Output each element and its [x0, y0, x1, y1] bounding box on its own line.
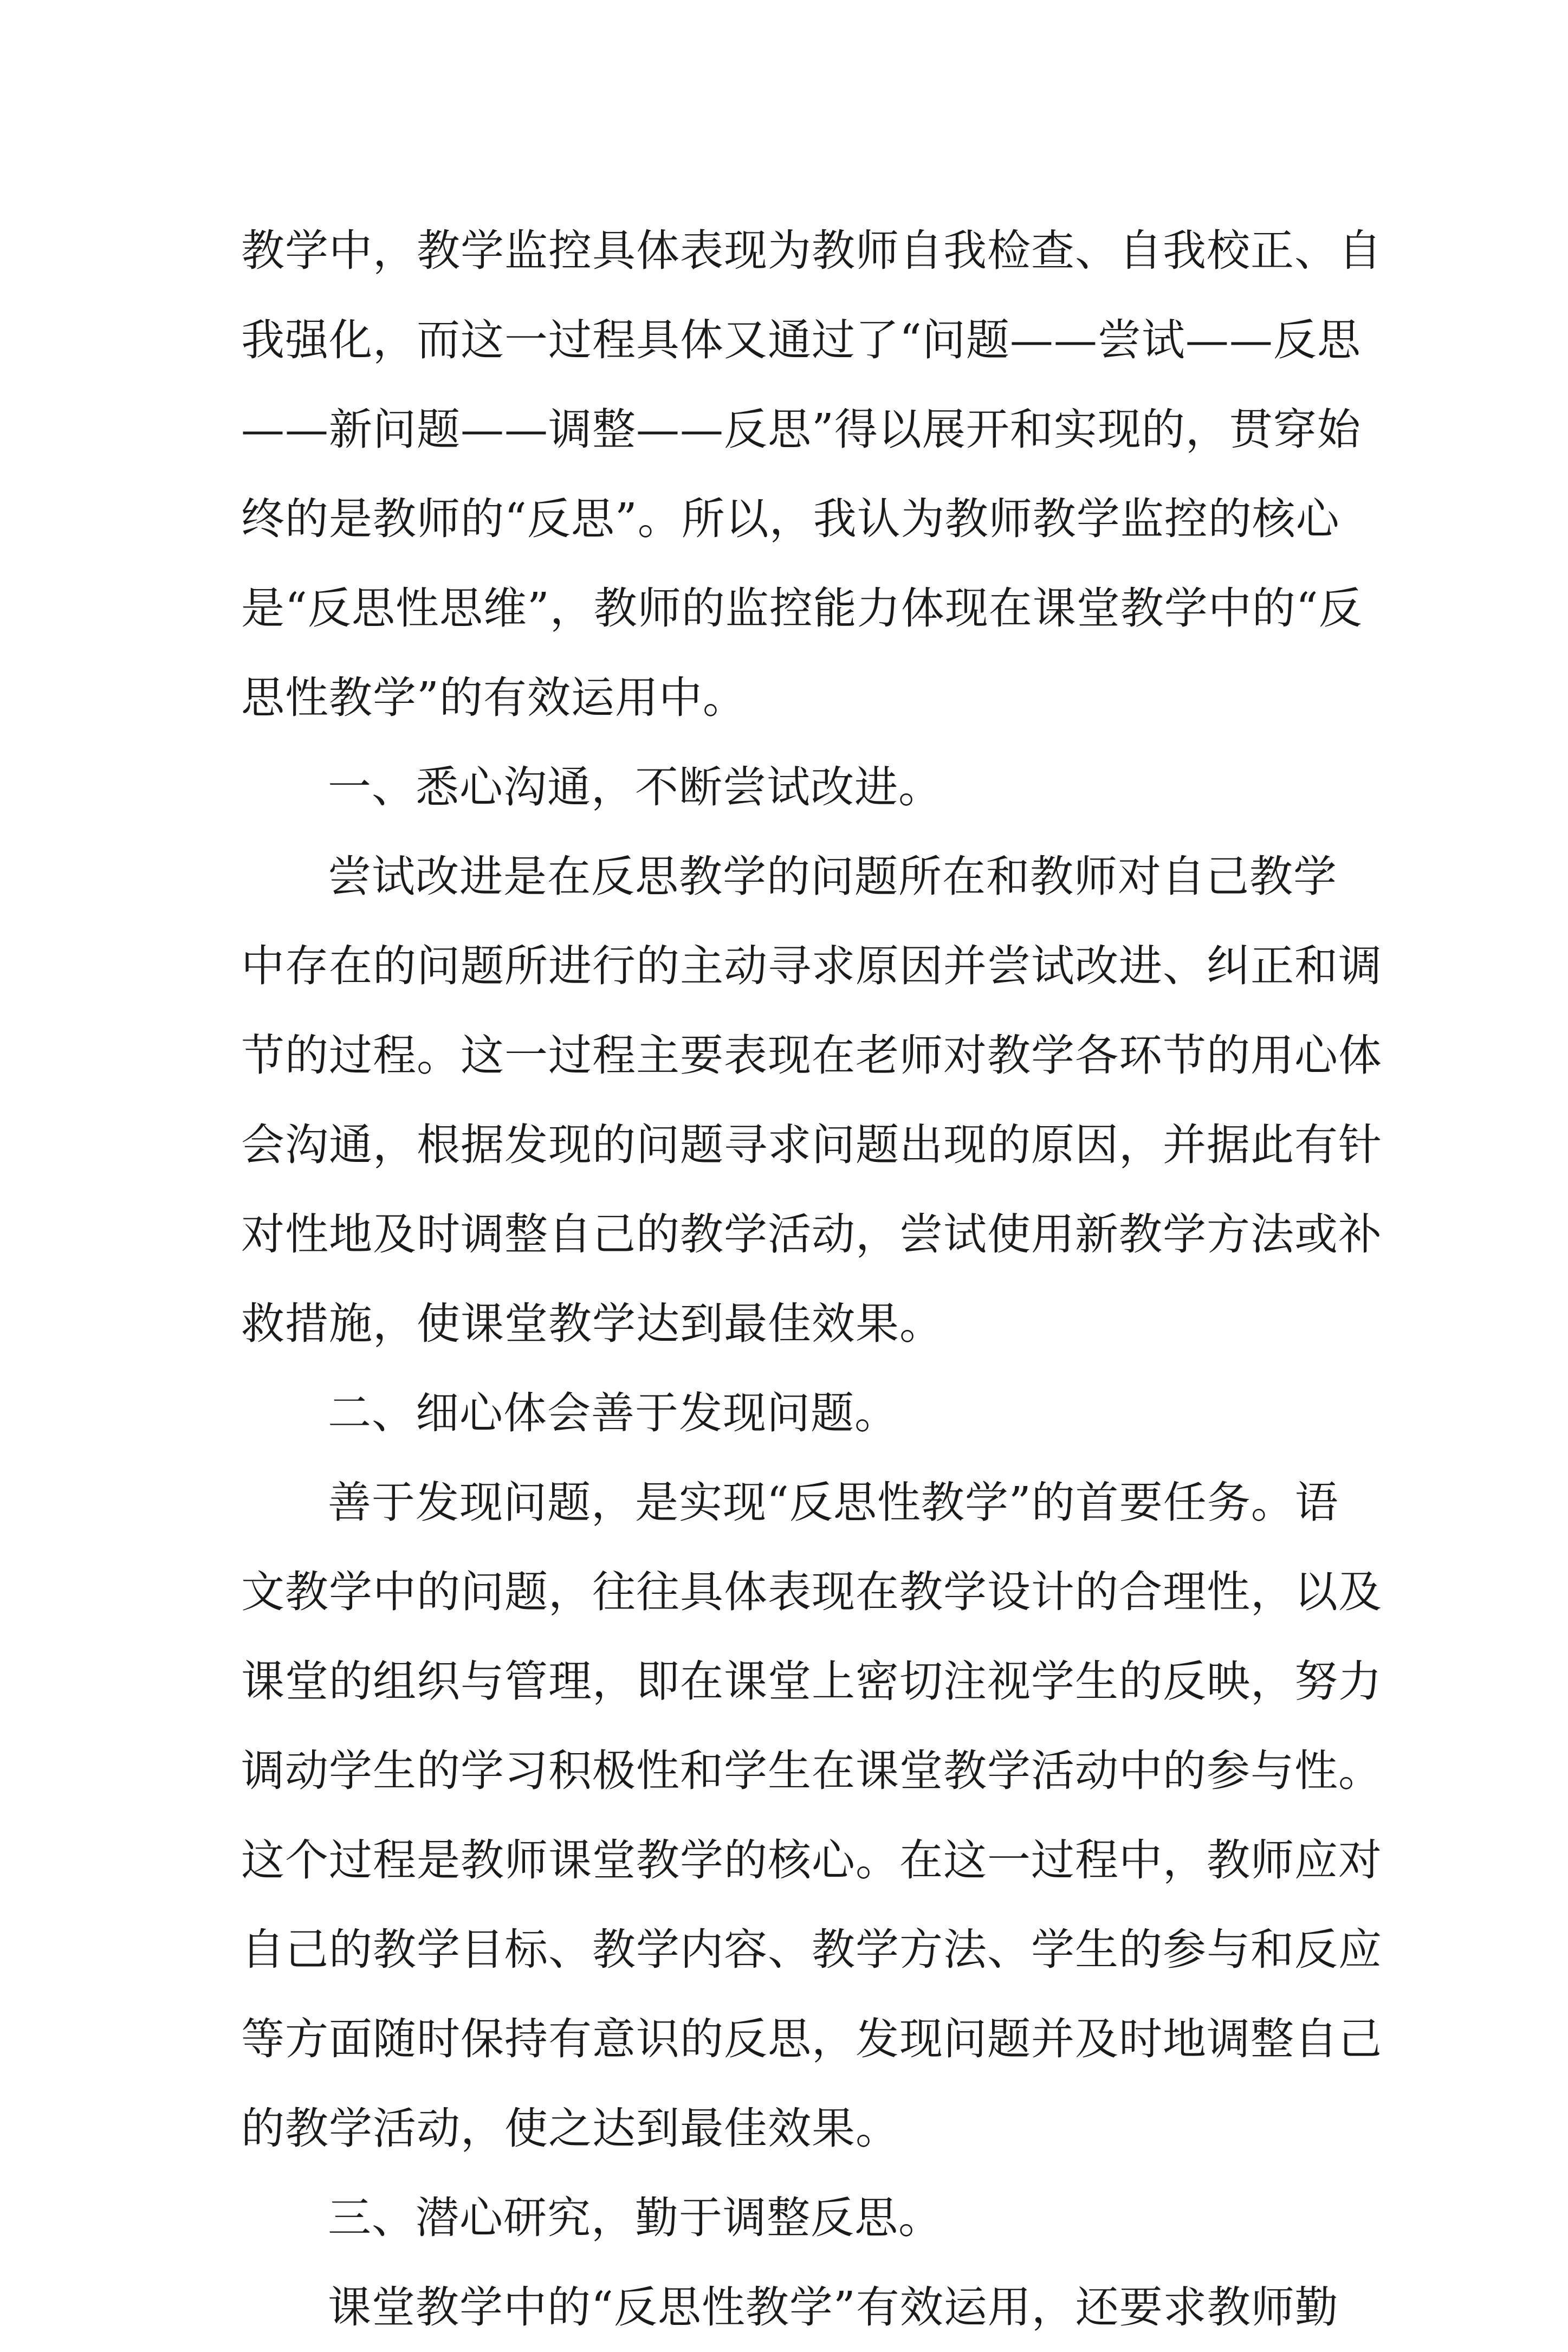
paragraph-line: 对性地及时调整自己的教学活动，尝试使用新教学方法或补 [241, 1209, 1382, 1259]
paragraph-line: 节的过程。这一过程主要表现在老师对教学各环节的用心体 [241, 1030, 1382, 1081]
paragraph-line: 课堂的组织与管理，即在课堂上密切注视学生的反映，努力 [241, 1656, 1382, 1707]
paragraph-line: ——新问题——调整——反思”得以展开和实现的，贯穿始 [241, 404, 1361, 455]
paragraph-line: 调动学生的学习积极性和学生在课堂教学活动中的参与性。 [241, 1746, 1382, 1796]
section-heading: 二、细心体会善于发现问题。 [328, 1388, 898, 1438]
paragraph-line: 等方面随时保持有意识的反思，发现问题并及时地调整自己 [241, 2014, 1382, 2064]
section-heading: 三、潜心研究，勤于调整反思。 [328, 2193, 942, 2243]
section-heading: 一、悉心沟通，不断尝试改进。 [328, 762, 942, 812]
paragraph-line: 终的是教师的“反思”。所以，我认为教师教学监控的核心 [241, 494, 1340, 544]
document-body [241, 206, 1382, 2352]
paragraph-line: 自己的教学目标、教学内容、教学方法、学生的参与和反应 [241, 1924, 1382, 1975]
paragraph-line: 善于发现问题，是实现“反思性教学”的首要任务。语 [328, 1477, 1339, 1528]
paragraph-line: 是“反思性思维”，教师的监控能力体现在课堂教学中的“反 [241, 583, 1363, 634]
paragraph-line: 教学中，教学监控具体表现为教师自我检查、自我校正、自 [241, 225, 1382, 276]
paragraph-line: 尝试改进是在反思教学的问题所在和教师对自己教学 [328, 851, 1337, 902]
paragraph-line: 中存在的问题所进行的主动寻求原因并尝试改进、纠正和调 [241, 941, 1382, 991]
paragraph-line: 这个过程是教师课堂教学的核心。在这一过程中，教师应对 [241, 1835, 1382, 1885]
paragraph-line: 我强化，而这一过程具体又通过了“问题——尝试——反思 [241, 315, 1361, 365]
paragraph-line: 文教学中的问题，往往具体表现在教学设计的合理性，以及 [241, 1567, 1382, 1617]
paragraph-line: 思性教学”的有效运用中。 [241, 673, 747, 723]
paragraph-line: 的教学活动，使之达到最佳效果。 [241, 2103, 899, 2154]
paragraph-line: 课堂教学中的“反思性教学”有效运用，还要求教师勤 [328, 2282, 1339, 2332]
paragraph-line: 会沟通，根据发现的问题寻求问题出现的原因，并据此有针 [241, 1120, 1382, 1170]
paragraph-line: 救措施，使课堂教学达到最佳效果。 [241, 1298, 943, 1349]
